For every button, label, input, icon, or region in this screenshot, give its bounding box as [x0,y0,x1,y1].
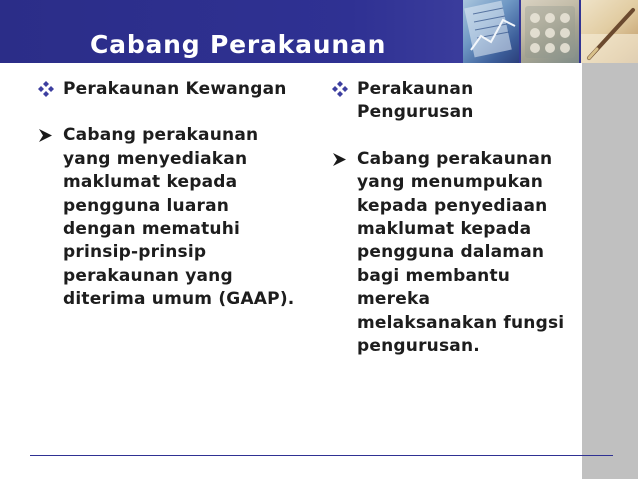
arrowhead-icon [330,148,352,171]
right-body-item [330,148,580,359]
right-column [330,78,580,358]
diamond-cluster-icon [330,78,352,101]
arrowhead-icon [36,124,58,147]
right-heading-item [330,78,580,125]
diamond-cluster-icon [36,78,58,101]
left-heading: Perakaunan Kewangan [63,79,287,99]
footer-divider [30,455,613,456]
left-body: Cabang perakaunan yang menyediakan maklumat kepada pengguna luaran dengan mematuhi prinsip-prinsip perakaunan yang diterima umum (GAAP). [63,125,295,310]
header-photo-pen [581,0,638,63]
left-body-item [36,124,316,311]
header-photo-documents [463,0,519,63]
slide-header [0,0,638,63]
left-heading-item [36,78,316,101]
left-column [36,78,316,312]
right-heading: Perakaunan Pengurusan [357,79,474,123]
right-body: Cabang perakaunan yang menumpukan kepada penyediaan maklumat kepada pengguna dalaman bagi membantu mereka melaksanakan fungsi pengurusan. [357,148,565,357]
right-side-bar [582,63,638,479]
header-photo-calculator [521,0,579,63]
slide-title: Cabang Perakaunan [90,30,387,59]
